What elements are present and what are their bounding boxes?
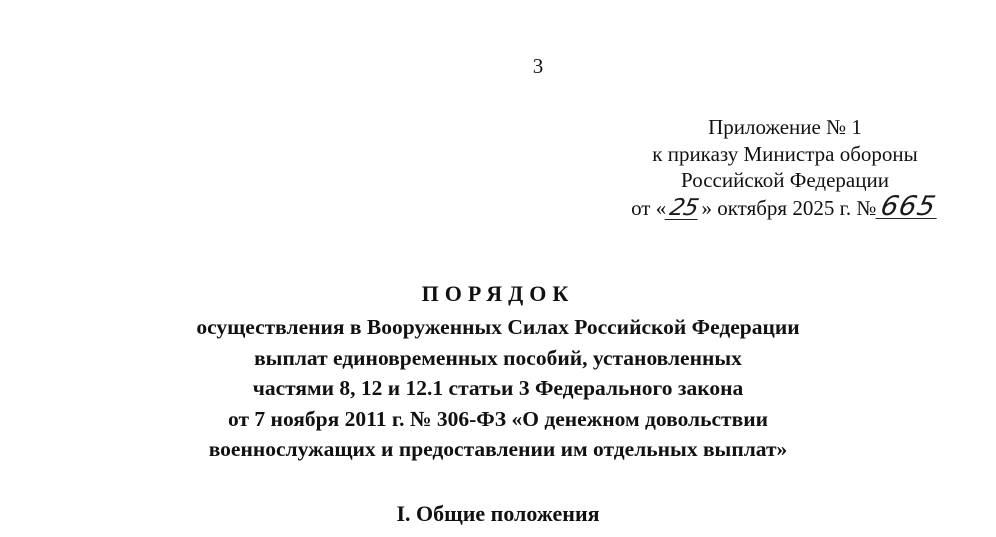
subtitle-line: частями 8, 12 и 12.1 статьи 3 Федерального закона (252, 376, 744, 400)
appendix-block (600, 114, 970, 221)
appendix-title: Приложение № 1 (708, 115, 862, 139)
date-suffix: » октября 2025 г. № (701, 195, 877, 220)
document-title: ПОРЯДОК (421, 281, 575, 306)
handwritten-order-number: 665 (876, 194, 942, 221)
appendix-order-reference: к приказу Министра обороны (652, 141, 918, 166)
section-heading: I. Общие положения (396, 501, 600, 526)
subtitle-line: осуществления в Вооруженных Силах Российской Федерации (196, 315, 800, 339)
handwritten-day: 25 (664, 195, 703, 222)
subtitle-line: военнослужащих и предоставлении им отдельных выплат» (208, 437, 788, 461)
document-subtitle (100, 312, 896, 465)
appendix-country: Российской Федерации (681, 168, 889, 192)
page-number: 3 (532, 54, 544, 78)
appendix-date-line (600, 190, 970, 222)
subtitle-line: выплат единовременных пособий, установленных (254, 345, 742, 370)
date-prefix: от « (631, 195, 667, 220)
subtitle-line: от 7 ноября 2011 г. № 306-ФЗ «О денежном довольствии (228, 406, 768, 431)
